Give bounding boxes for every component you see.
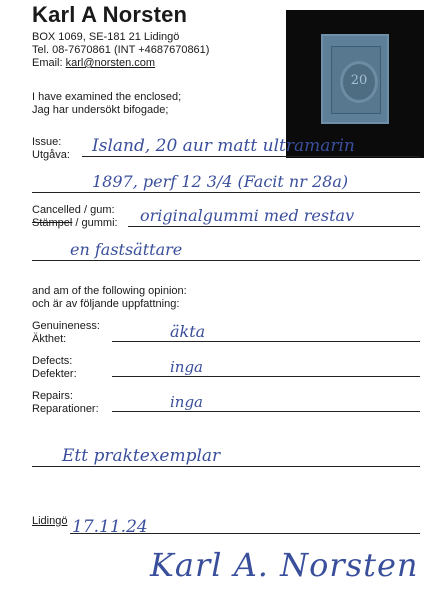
opinion-line-sv: och är av följande uppfattning: <box>32 298 180 310</box>
gum-description: originalgummi med restav <box>140 206 355 225</box>
genuineness-value: äkta <box>170 322 206 341</box>
issue-description: Island, 20 aur matt ultramarin <box>92 136 355 156</box>
stamp <box>323 36 387 122</box>
gum-description-cont: en fastsättare <box>70 240 183 259</box>
stamp-oval <box>340 61 378 103</box>
email-link[interactable]: karl@norsten.com <box>65 57 156 69</box>
date: 17.11.24 <box>72 517 148 537</box>
opinion-line-en: and am of the following opinion: <box>32 285 187 297</box>
issue-label-en: Issue: <box>32 136 62 148</box>
issuer-email-row <box>32 57 155 70</box>
stamp-value: 20 <box>350 73 368 88</box>
intro-line-en: I have examined the enclosed; <box>32 91 182 103</box>
gum-label-en: Cancelled / gum: <box>32 204 115 216</box>
issue-label-sv: Utgåva: <box>32 149 70 161</box>
place-label: Lidingö <box>32 515 68 527</box>
remark: Ett praktexemplar <box>62 446 221 466</box>
defects-value: inga <box>170 358 204 376</box>
repairs-label-en: Repairs: <box>32 390 73 402</box>
issue-catalogue: 1897, perf 12 3/4 (Facit nr 28a) <box>92 172 349 191</box>
gum-label-sv: Stämpel / gummi: <box>32 217 118 229</box>
issuer-address: BOX 1069, SE-181 21 Lidingö <box>32 31 180 43</box>
issuer-name: Karl A Norsten <box>32 2 188 27</box>
genuineness-label-sv: Äkthet: <box>32 333 67 345</box>
genuineness-label-en: Genuineness: <box>32 320 100 332</box>
repairs-value: inga <box>170 393 204 411</box>
defects-label-sv: Defekter: <box>32 368 77 380</box>
repairs-label-sv: Reparationer: <box>32 403 99 415</box>
defects-label-en: Defects: <box>32 355 73 367</box>
signature: Karl A. Norsten <box>150 546 419 584</box>
intro-line-sv: Jag har undersökt bifogade; <box>32 104 169 116</box>
email-label: Email: <box>32 57 63 69</box>
issuer-phone: Tel. 08-7670861 (INT +4687670861) <box>32 44 210 56</box>
